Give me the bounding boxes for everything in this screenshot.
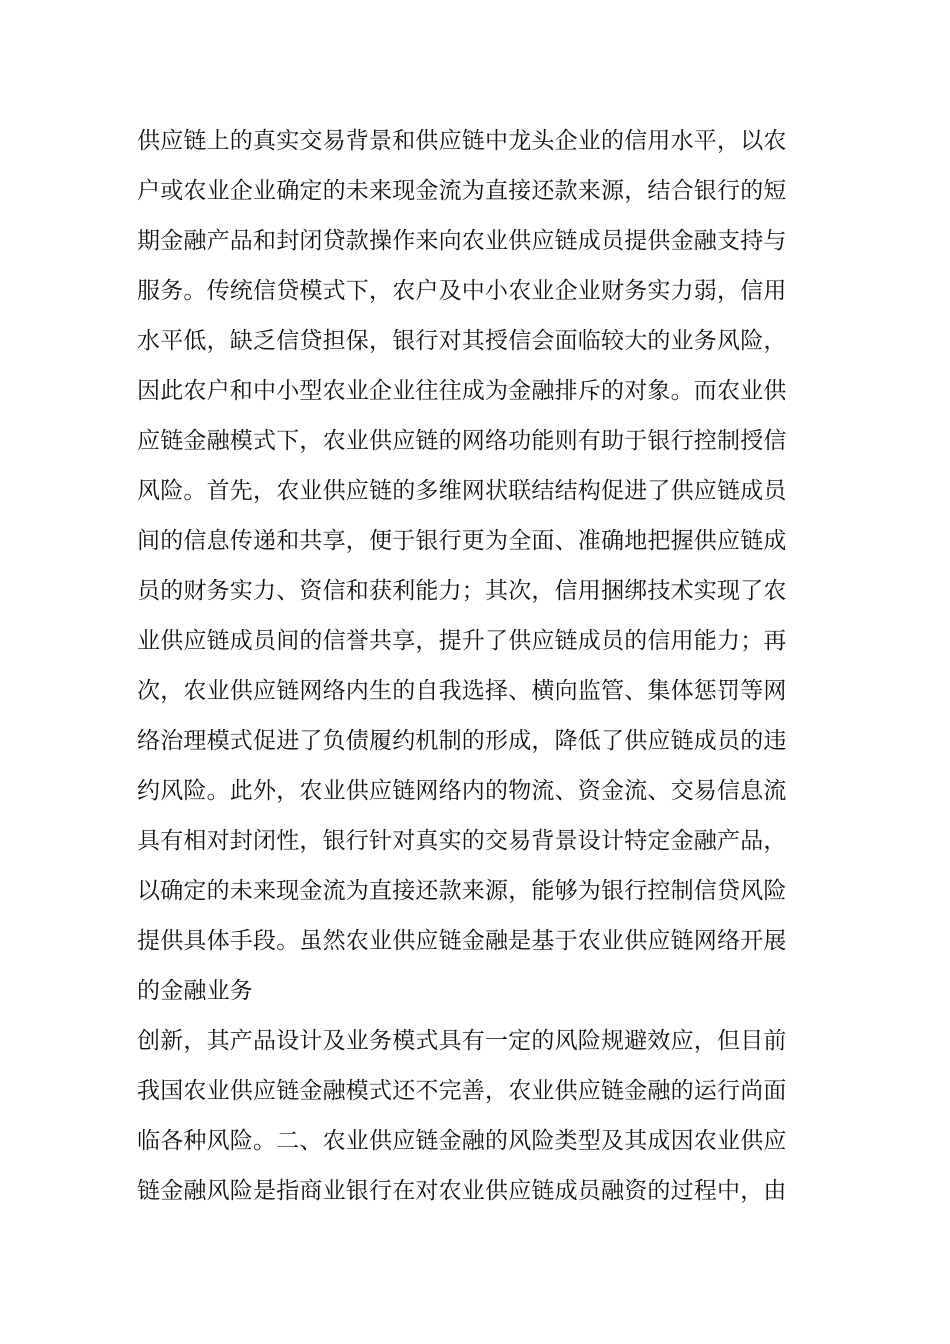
text-line: 员的财务实力、资信和获利能力；其次，信用捆绑技术实现了农 (137, 578, 787, 604)
text-line: 创新，其产品设计及业务模式具有一定的风险规避效应，但目前 (137, 1028, 787, 1054)
text-line: 约风险。此外，农业供应链网络内的物流、资金流、交易信息流 (137, 778, 787, 804)
text-line: 间的信息传递和共享，便于银行更为全面、准确地把握供应链成 (137, 528, 787, 554)
text-line: 链金融风险是指商业银行在对农业供应链成员融资的过程中，由 (137, 1178, 787, 1204)
text-line: 我国农业供应链金融模式还不完善，农业供应链金融的运行尚面 (137, 1078, 787, 1104)
text-line: 提供具体手段。虽然农业供应链金融是基于农业供应链网络开展 (137, 928, 787, 954)
text-line: 期金融产品和封闭贷款操作来向农业供应链成员提供金融支持与 (137, 228, 787, 254)
text-line: 水平低，缺乏信贷担保，银行对其授信会面临较大的业务风险， (137, 328, 787, 354)
text-line: 户或农业企业确定的未来现金流为直接还款来源，结合银行的短 (137, 178, 787, 204)
text-line: 临各种风险。二、农业供应链金融的风险类型及其成因农业供应 (137, 1128, 787, 1154)
text-line: 服务。传统信贷模式下，农户及中小农业企业财务实力弱，信用 (137, 278, 787, 304)
text-line: 因此农户和中小型农业企业往往成为金融排斥的对象。而农业供 (137, 378, 787, 404)
text-line: 次，农业供应链网络内生的自我选择、横向监管、集体惩罚等网 (137, 678, 787, 704)
text-line: 业供应链成员间的信誉共享，提升了供应链成员的信用能力；再 (137, 628, 787, 654)
text-line: 具有相对封闭性，银行针对真实的交易背景设计特定金融产品， (137, 828, 787, 854)
text-line: 供应链上的真实交易背景和供应链中龙头企业的信用水平，以农 (137, 128, 787, 154)
body-text (137, 116, 817, 1216)
text-line: 应链金融模式下，农业供应链的网络功能则有助于银行控制授信 (137, 428, 787, 454)
text-line: 风险。首先，农业供应链的多维网状联结结构促进了供应链成员 (137, 478, 787, 504)
text-line: 络治理模式促进了负债履约机制的形成，降低了供应链成员的违 (137, 728, 787, 754)
text-line: 以确定的未来现金流为直接还款来源，能够为银行控制信贷风险 (137, 878, 787, 904)
text-line: 的金融业务 (137, 978, 253, 1004)
